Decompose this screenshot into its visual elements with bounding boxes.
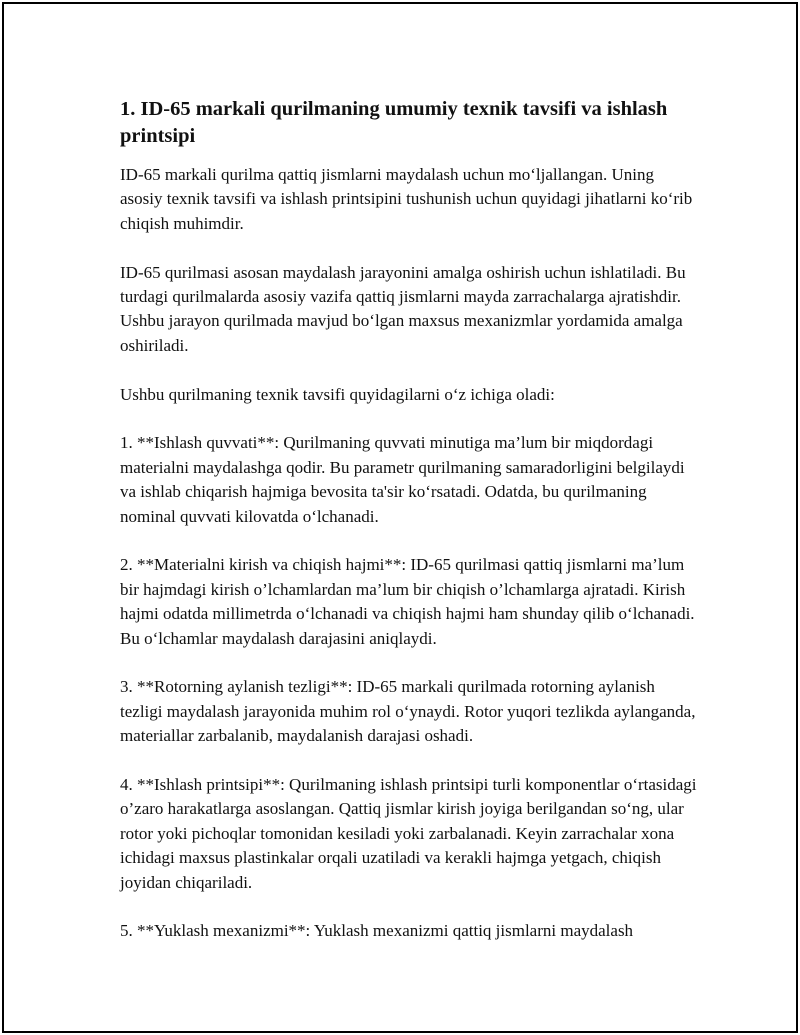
list-item-rotor-speed: 3. **Rotorning aylanish tezligi**: ID-65 markali qurilmada rotorning aylanish tezligi maydalash jarayonida muhim rol o‘ynaydi. Rotor yuqori tezlikda aylanganda, materiallar zarbalanib, maydalanish darajasi oshadi. (120, 677, 696, 746)
list-item-power: 1. **Ishlash quvvati**: Qurilmaning quvvati minutiga ma’lum bir miqdordagi materialni maydalashga qodir. Bu parametr qurilmaning samaradorligini belgilaydi va ishlab chiqarish hajmiga bevosita ta'sir ko‘rsatadi. Odatda, bu qurilmaning nominal quvvati kilovatda o‘lchanadi. (120, 433, 685, 526)
page-frame (2, 2, 798, 1033)
document-body (120, 96, 700, 944)
paragraph-intro: ID-65 markali qurilma qattiq jismlarni maydalash uchun mo‘ljallangan. Uning asosiy texnik tavsifi va ishlash printsipini tushunish uchun quyidagi jihatlarni ko‘rib chiqish muhimdir. (120, 165, 693, 233)
list-item-loading-mechanism: 5. **Yuklash mexanizmi**: Yuklash mexanizmi qattiq jismlarni maydalash (120, 921, 634, 941)
list-item-working-principle: 4. **Ishlash printsipi**: Qurilmaning ishlash printsipi turli komponentlar o‘rtasidagi o’zaro harakatlarga asoslangan. Qattiq jismlar kirish joyiga berilgandan so‘ng, ular rotor yoki pichoqlar tomonidan kesiladi yoki zarbalanadi. Keyin zarrachalar xona ichidagi maxsus plastinkalar orqali uzatiladi va kerakli hajmga yetgach, chiqish joyidan chiqariladi. (120, 775, 697, 892)
list-item-material-size: 2. **Materialni kirish va chiqish hajmi**: ID-65 qurilmasi qattiq jismlarni ma’lum bir hajmdagi kirish o’lchamlardan ma’lum bir chiqish o’lchamlarga ajratadi. Kirish hajmi odatda millimetrda o‘lchanadi va chiqish hajmi ham shunday qilib o‘lchanadi. Bu o‘lchamlar maydalash darajasini aniqlaydi. (120, 555, 695, 648)
paragraph-purpose: ID-65 qurilmasi asosan maydalash jarayonini amalga oshirish uchun ishlatiladi. Bu turdagi qurilmalarda asosiy vazifa qattiq jismlarni mayda zarrachalarga ajratishdir. Ushbu jarayon qurilmada mavjud bo‘lgan maxsus mexanizmlar yordamida amalga oshiriladi. (120, 262, 686, 355)
paragraph-list-intro: Ushbu qurilmaning texnik tavsifi quyidagilarni o‘z ichiga oladi: (120, 384, 555, 404)
section-heading: 1. ID-65 markali qurilmaning umumiy texnik tavsifi va ishlash printsipi (120, 98, 668, 147)
